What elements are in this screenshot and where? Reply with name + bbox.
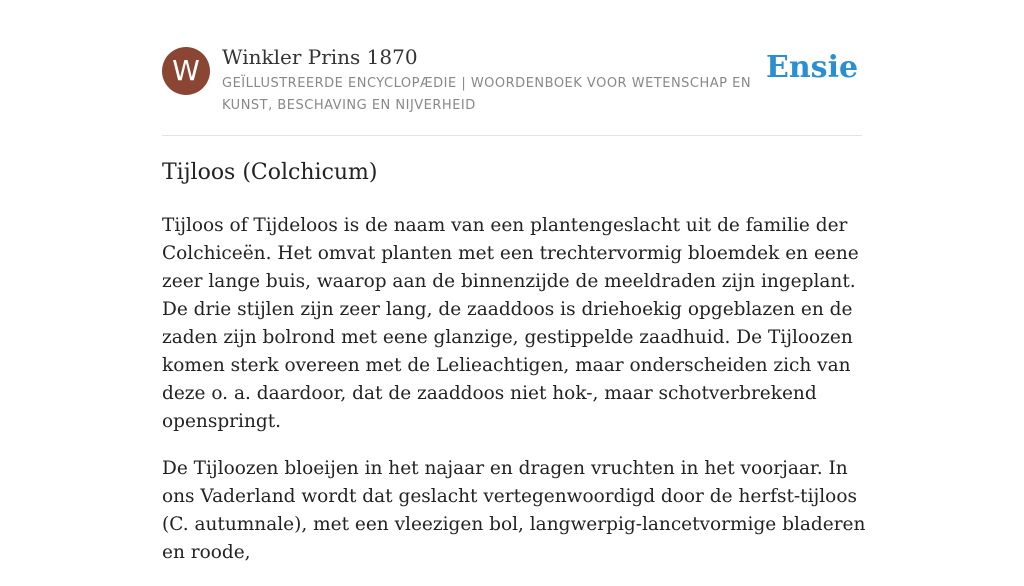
ensie-logo[interactable]: Ensie [766,50,859,85]
entry-paragraph: Tijloos of Tijdeloos is de naam van een plantengeslacht uit de familie der Colchiceën. Het omvat planten met een trechtervormig bloemdek en eene zeer lange buis, waarop aan de binnenzijde de meeldraden zijn ingeplant. De drie stijlen zijn zeer lang, de zaaddoos is driehoekig opgeblazen en de zaden zijn bolrond met eene glanzige, gestippelde zaadhuid. De Tijloozen komen sterk overeen met de Lelieachtigen, maar onderscheiden zich van deze o. a. daardoor, dat de zaaddoos niet hok-, maar schotverbrekend openspringt. [162,215,859,432]
entry-body [162,212,866,586]
source-title[interactable]: Winkler Prins 1870 [222,45,418,69]
entry-title: Tijloos (Colchicum) [162,160,378,185]
entry-paragraph: De Tijloozen bloeijen in het najaar en dragen vruchten in het voorjaar. In ons Vaderland wordt dat geslacht vertegenwoordigd door de herfst-tijloos (C. autumnale), met een vleezigen bol, langwerpig-lancetvormige bladeren en roode, [162,458,866,563]
header-divider [162,135,862,136]
source-subtitle: GEÏLLUSTREERDE ENCYCLOPÆDIE | WOORDENBOEK VOOR WETENSCHAP EN KUNST, BESCHAVING EN NIJVERHEID [222,76,752,113]
source-avatar[interactable]: W [162,47,210,95]
